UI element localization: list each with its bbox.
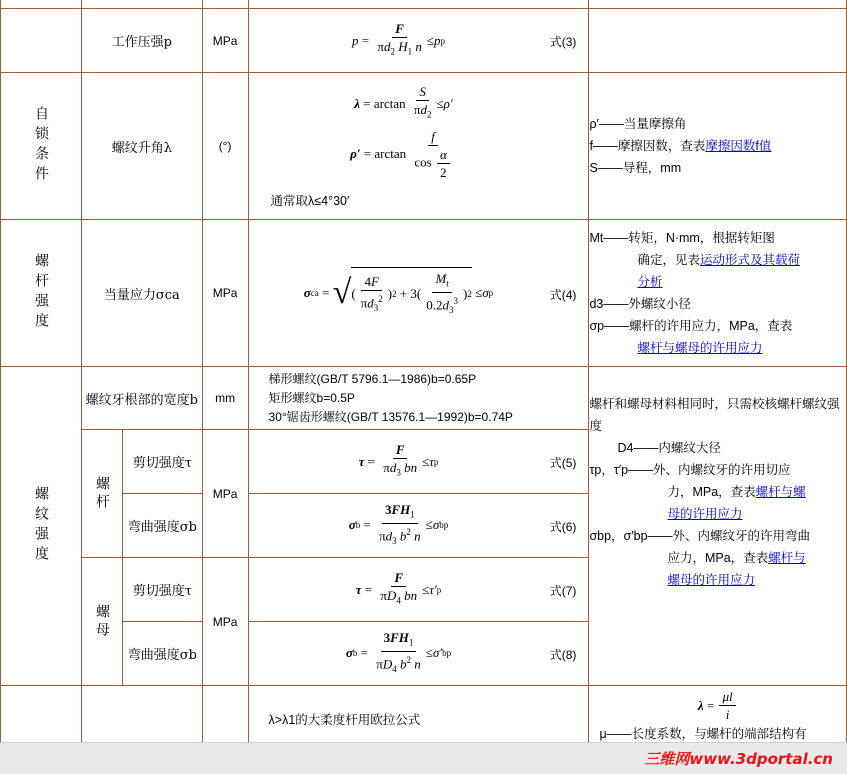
screw-shear-param: 剪切强度τ [123,430,203,494]
allowable-stress-link[interactable]: 螺杆与螺母的许用应力 [637,341,763,355]
self-lock-formula-cell: λ = arctan $\frac{S}{\pi d_2}$ ≤ ρ′ ρ′ = arctan f cos $\frac{\alpha}{2}$ 通常取λ≤4°30′ [248,73,589,220]
self-lock-notes: ρ′——当量摩擦角 f——摩擦因数，查表摩擦因数f值 S——导程，mm [589,73,847,220]
thread-notes: 螺杆和螺母材料相同时，只需校核螺杆螺纹强度 D4——内螺纹大径 τp，τ′p——外、内螺纹牙的许用切应 力，MPa，查表螺杆与螺 母的许用应力 σbp，σ′bp——外、内螺纹牙的许用弯曲 应力，MPa，查表螺杆与 螺母的许用应力 [589,367,847,686]
eq6-tag: 式(6) [549,520,577,534]
load-analysis-link-2[interactable]: 分析 [637,275,663,289]
eq7-cell: τ = $\frac{F}{\pi D_4 bn}$ ≤ τ′ p 式(7) [248,558,589,622]
empty-group-cell [1,9,82,73]
eq7-tag: 式(7) [549,584,577,598]
self-lock-row [1,73,847,220]
eq5-cell: τ = $\frac{F}{\pi d_3 bn}$ ≤ τ p 式(5) [248,430,589,494]
sbp-link-2[interactable]: 螺母的许用应力 [667,573,755,587]
thread-group: 螺纹强度 [1,367,82,686]
load-analysis-link[interactable]: 运动形式及其载荷 [699,253,800,267]
stability-text: λ>λ1的大柔度杆用欧拉公式 [248,686,589,756]
watermark: 三维网www.3dportal.cn [644,750,833,768]
stability-note-cell: λ = $\frac{\mu l}{i}$ μ——长度系数，与螺杆的端部结构有 [589,686,847,756]
rod-strength-row [1,220,847,367]
pressure-formula-cell: p = $\frac{F}{\pi d_2 H_1 n}$ ≤ p p 式(3) [248,9,589,73]
eq8-tag: 式(8) [549,648,577,662]
rod-param: 当量应力σca [82,220,203,367]
rod-formula-cell: σ ca = √ ( $\frac{4F}{\pi d_3^2}$ ) 2 + 3( $\frac{M_t}{0.2d_3^3}$ ) 2 ≤ σ p 式(4) [248,220,589,367]
nut-bend-param: 弯曲强度σb [123,622,203,686]
root-formula-cell: 梯形螺纹(GB/T 5796.1—1986)b=0.65P 矩形螺纹b=0.5P 30°锯齿形螺纹(GB/T 13576.1—1992)b=0.74P [248,367,589,430]
tp-link-2[interactable]: 母的许用应力 [667,507,743,521]
rod-group: 螺杆强度 [1,220,82,367]
root-param: 螺纹牙根部的宽度b [82,367,203,430]
self-lock-usual: 通常取λ≤4°30′ [270,193,350,208]
sbp-link[interactable]: 螺杆与 [768,551,806,565]
tp-link[interactable]: 螺杆与螺 [755,485,806,499]
self-lock-group: 自锁条件 [1,73,82,220]
screw-label: 螺杆 [82,430,123,558]
eq3-tag: 式(3) [549,35,577,49]
bottom-bar [0,742,847,774]
nut-label: 螺母 [82,558,123,686]
self-lock-param: 螺纹升角λ [82,73,203,220]
pressure-row [1,9,847,73]
nut-unit: MPa [202,558,248,686]
eq6-cell: σ b = $\frac{3FH_1}{\pi d_3 b^2 n}$ ≤ σ bp 式(6) [248,494,589,558]
screw-unit: MPa [202,430,248,558]
friction-coefficient-link[interactable]: 摩擦因数f值 [705,139,772,153]
eq8-cell: σ b = $\frac{3FH_1}{\pi D_4 b^2 n}$ ≤ σ′ bp 式(8) [248,622,589,686]
eq5-tag: 式(5) [549,456,577,470]
pressure-unit: MPa [202,9,248,73]
rod-notes: Mt——转矩，N·mm，根据转矩图 确定，见表运动形式及其载荷 分析 d3——外螺纹小径 σp——螺杆的许用应力，MPa，查表 螺杆与螺母的许用应力 [589,220,847,367]
eq4-tag: 式(4) [549,288,577,302]
thread-root-row [1,367,847,430]
screw-bend-param: 弯曲强度σb [123,494,203,558]
root-unit: mm [202,367,248,430]
rod-unit: MPa [202,220,248,367]
self-lock-unit: (°) [202,73,248,220]
pressure-param: 工作压强p [82,9,203,73]
top-partial-row [1,0,847,9]
nut-shear-param: 剪切强度τ [123,558,203,622]
